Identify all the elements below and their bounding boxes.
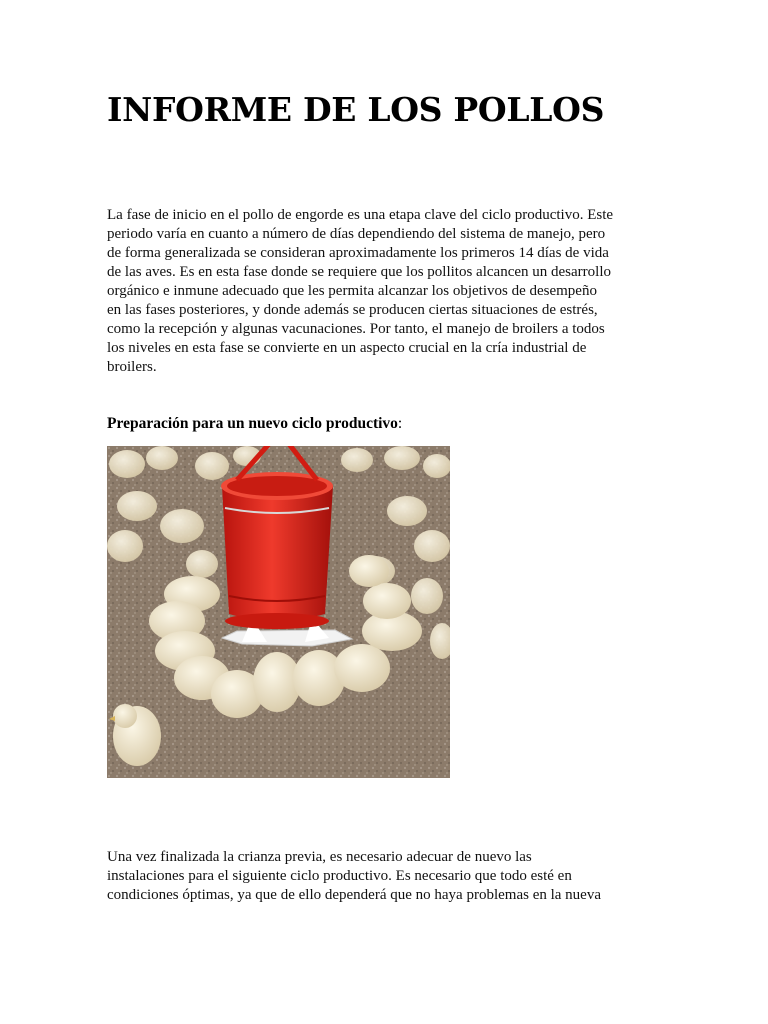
paragraph-line: en las fases posteriores, y donde además se producen ciertas situaciones de estrés, [107, 302, 598, 318]
paragraph-line: orgánico e inmune adecuado que les permita alcanzar los objetivos de desempeño [107, 283, 597, 299]
paragraph-line: condiciones óptimas, ya que de ello dependerá que no haya problemas en la nueva [107, 887, 601, 903]
paragraph-line: como la recepción y algunas vacunaciones. Por tanto, el manejo de broilers a todos [107, 321, 605, 337]
section-heading-text: Preparación para un nuevo ciclo productivo [107, 415, 398, 432]
page-title: INFORME DE LOS POLLOS [107, 90, 605, 129]
intro-paragraph [107, 206, 667, 377]
paragraph-line: de forma generalizada se consideran aproximadamente los primeros 14 días de vida [107, 245, 609, 261]
paragraph-line: La fase de inicio en el pollo de engorde es una etapa clave del ciclo productivo. Este [107, 207, 614, 223]
paragraph-line: Una vez finalizada la crianza previa, es necesario adecuar de nuevo las [107, 849, 532, 865]
section-heading [107, 415, 402, 433]
chicks-feeder-photo [107, 446, 450, 778]
closing-paragraph [107, 848, 667, 905]
paragraph-line: de las aves. Es en esta fase donde se requiere que los pollitos alcancen un desarrollo [107, 264, 611, 280]
paragraph-line: broilers. [107, 359, 157, 375]
paragraph-line: instalaciones para el siguiente ciclo productivo. Es necesario que todo esté en [107, 868, 572, 884]
paragraph-line: periodo varía en cuanto a número de días dependiendo del sistema de manejo, pero [107, 226, 606, 242]
paragraph-line: los niveles en esta fase se convierte en un aspecto crucial en la cría industrial de [107, 340, 587, 356]
section-heading-colon: : [397, 415, 403, 432]
